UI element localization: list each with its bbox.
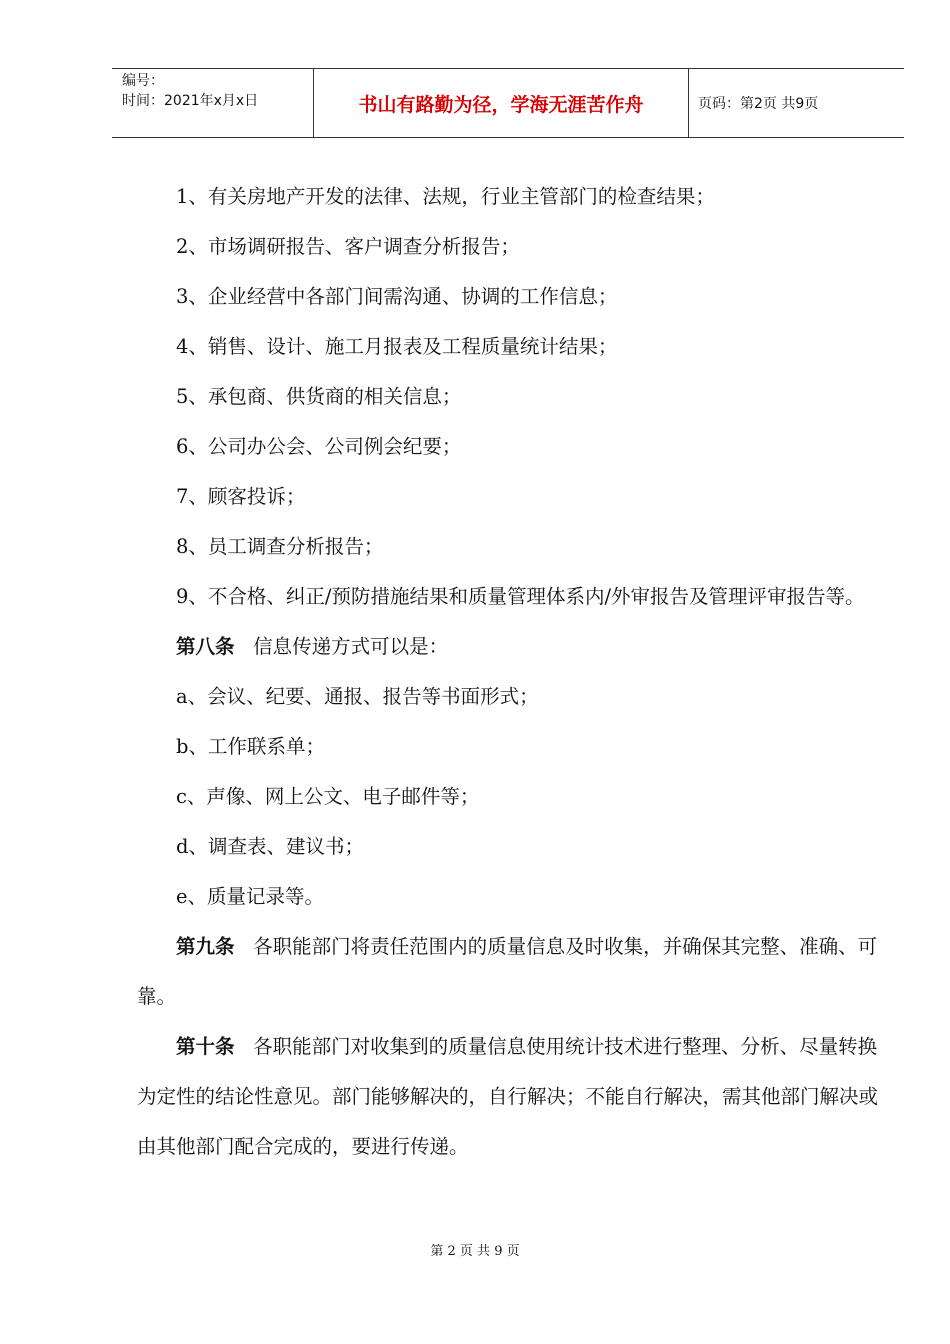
list-item: 9、不合格、纠正/预防措施结果和质量管理体系内/外审报告及管理评审报告等。	[176, 585, 865, 608]
time-label: 时间：2021年x月x日	[122, 93, 259, 109]
list-item: 1、有关房地产开发的法律、法规，行业主管部门的检查结果；	[176, 185, 715, 208]
page-header	[112, 68, 904, 138]
list-item: 3、企业经营中各部门间需沟通、协调的工作信息；	[176, 285, 618, 308]
header-motto: 书山有路勤为径，学海无涯苦作舟	[314, 69, 689, 137]
page-footer: 第 2 页 共 9 页	[430, 1244, 520, 1259]
list-item: 7、顾客投诉；	[176, 485, 306, 508]
list-item: d、调查表、建议书；	[176, 835, 364, 858]
article-10	[137, 1022, 883, 1172]
article-9-title: 第九条	[176, 935, 235, 958]
article-10-title: 第十条	[176, 1035, 235, 1058]
list-item: 4、销售、设计、施工月报表及工程质量统计结果；	[176, 335, 618, 358]
list-item: 6、公司办公会、公司例会纪要；	[176, 435, 462, 458]
header-page-label: 页码：第2页 共9页	[698, 96, 819, 112]
article-8-title: 第八条	[176, 635, 235, 658]
number-label: 编号：	[122, 73, 164, 89]
list-item: 5、承包商、供货商的相关信息；	[176, 385, 462, 408]
list-item: c、声像、网上公文、电子邮件等；	[176, 785, 480, 808]
article-10-text: 各职能部门对收集到的质量信息使用统计技术进行整理、分析、尽量转换为定性的结论性意见。部门能够解决的，自行解决；不能自行解决，需其他部门解决或由其他部门配合完成的，要进行传递。	[137, 1035, 879, 1158]
list-item: e、质量记录等。	[176, 885, 325, 908]
article-8-text: 信息传递方式可以是：	[253, 635, 449, 658]
document-body	[137, 172, 883, 1172]
list-item: b、工作联系单；	[176, 735, 325, 758]
header-meta	[112, 69, 314, 137]
article-8	[137, 622, 883, 672]
list-item: 8、员工调查分析报告；	[176, 535, 384, 558]
article-9-text: 各职能部门将责任范围内的质量信息及时收集，并确保其完整、准确、可靠。	[137, 935, 878, 1008]
list-item: a、会议、纪要、通报、报告等书面形式；	[176, 685, 539, 708]
list-item: 2、市场调研报告、客户调查分析报告；	[176, 235, 520, 258]
article-9	[137, 922, 883, 1022]
